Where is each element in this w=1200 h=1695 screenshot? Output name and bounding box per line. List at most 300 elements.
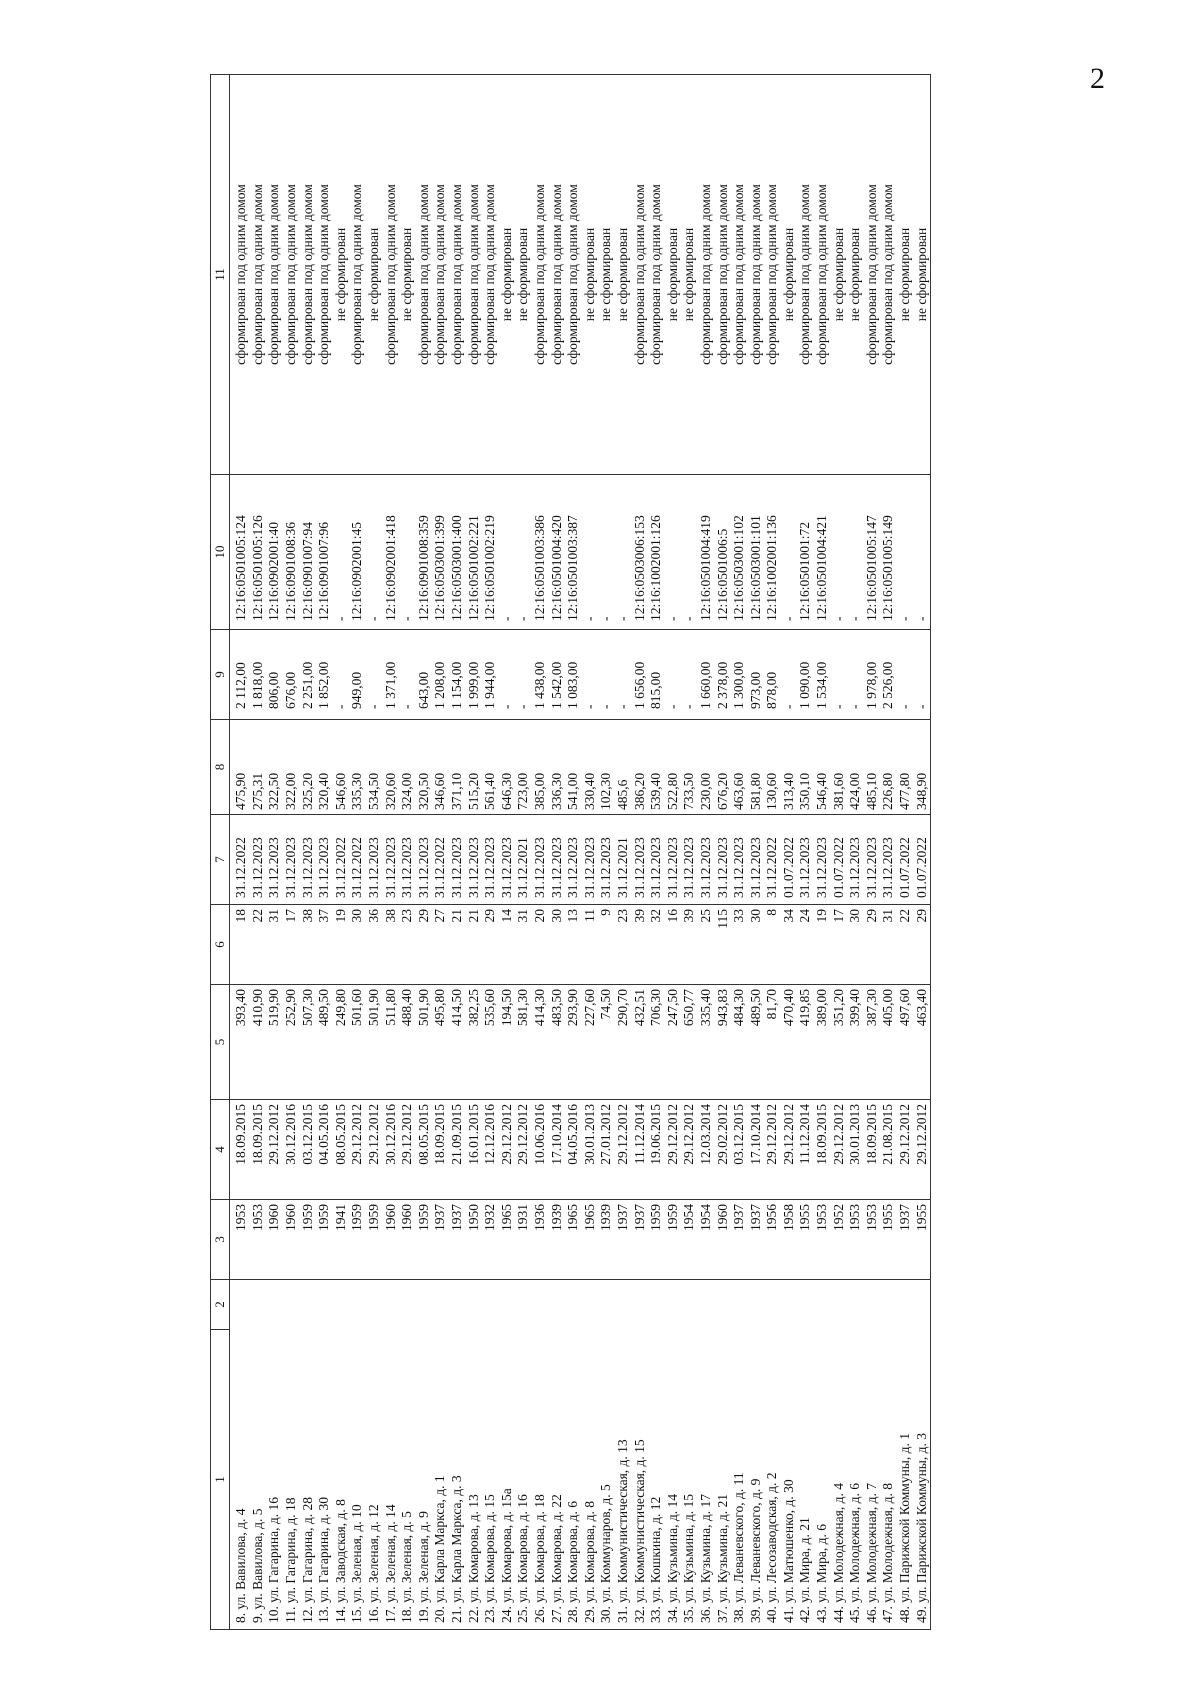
table-row <box>230 75 250 1630</box>
table-row <box>283 75 300 1630</box>
table-cell: 17.10.2014 <box>548 1100 565 1200</box>
table-cell: 38 <box>382 905 399 985</box>
header-cell: 4 <box>211 1100 230 1200</box>
table-cell: 322,00 <box>283 720 300 815</box>
table-cell: 489,50 <box>747 985 764 1100</box>
address-cell: 12. ул. Гагарина, д. 28 <box>299 1280 316 1630</box>
table-body <box>230 75 931 1630</box>
table-cell: 12:16:1002001:136 <box>764 475 781 630</box>
table-row <box>864 75 881 1630</box>
table-cell: сформирован под одним домом <box>747 75 764 475</box>
table-cell: 1 660,00 <box>698 630 715 720</box>
table-cell: - <box>499 475 516 630</box>
table-cell: 01.07.2022 <box>913 815 930 905</box>
address-cell: 48. ул. Парижской Коммуны, д. 1 <box>897 1280 914 1630</box>
table-cell: 546,60 <box>333 720 350 815</box>
table-cell: 346,60 <box>432 720 449 815</box>
table-cell: 1955 <box>797 1200 814 1280</box>
table-cell: 1 090,00 <box>797 630 814 720</box>
table-cell: 350,10 <box>797 720 814 815</box>
table-cell: сформирован под одним домом <box>316 75 333 475</box>
table-cell: 29.12.2012 <box>781 1100 798 1200</box>
table-cell: - <box>897 630 914 720</box>
table-cell: 1937 <box>747 1200 764 1280</box>
table-cell: 10.06.2016 <box>532 1100 549 1200</box>
table-cell: 12:16:0503001:101 <box>747 475 764 630</box>
table-cell: сформирован под одним домом <box>797 75 814 475</box>
table-row <box>465 75 482 1630</box>
table-row <box>598 75 615 1630</box>
table-cell: 31.12.2023 <box>731 815 748 905</box>
table-cell: 12:16:0503001:399 <box>432 475 449 630</box>
table-cell: 29.12.2012 <box>499 1100 516 1200</box>
table-cell: 1954 <box>681 1200 698 1280</box>
table-cell: 1941 <box>333 1200 350 1280</box>
table-cell: 414,30 <box>532 985 549 1100</box>
table-row <box>731 75 748 1630</box>
table-cell: сформирован под одним домом <box>349 75 366 475</box>
address-cell: 23. ул. Комарова, д. 15 <box>482 1280 499 1630</box>
table-cell: 31.12.2023 <box>548 815 565 905</box>
table-cell: 1960 <box>399 1200 416 1280</box>
table-cell: не сформирован <box>664 75 681 475</box>
table-cell: 419,85 <box>797 985 814 1100</box>
header-cell: 3 <box>211 1200 230 1280</box>
table-cell: не сформирован <box>333 75 350 475</box>
table-cell: 19 <box>333 905 350 985</box>
table-cell: 12:16:0501005:149 <box>880 475 897 630</box>
table-cell: сформирован под одним домом <box>482 75 499 475</box>
table-cell: 249,80 <box>333 985 350 1100</box>
table-cell: 16.01.2015 <box>465 1100 482 1200</box>
table-cell: 12:16:0902001:40 <box>266 475 283 630</box>
table-cell: сформирован под одним домом <box>880 75 897 475</box>
table-cell: 29.12.2012 <box>515 1100 532 1200</box>
table-cell: 1936 <box>532 1200 549 1280</box>
address-cell: 46. ул. Молодежная, д. 7 <box>864 1280 881 1630</box>
table-cell: 31.12.2023 <box>880 815 897 905</box>
table-cell: 1955 <box>880 1200 897 1280</box>
address-cell: 22. ул. Комарова, д. 13 <box>465 1280 482 1630</box>
table-cell: 325,20 <box>299 720 316 815</box>
table-cell: 1953 <box>847 1200 864 1280</box>
table-cell: сформирован под одним домом <box>432 75 449 475</box>
table-cell: 27 <box>432 905 449 985</box>
table-cell: 1958 <box>781 1200 798 1280</box>
table-cell: 1 978,00 <box>864 630 881 720</box>
table-cell: 371,10 <box>449 720 466 815</box>
address-cell: 14. ул. Заводская, д. 8 <box>333 1280 350 1630</box>
table-cell: 21 <box>449 905 466 985</box>
table-cell: 12:16:0901007:94 <box>299 475 316 630</box>
address-cell: 45. ул. Молодежная, д. 6 <box>847 1280 864 1630</box>
address-cell: 9. ул. Вавилова, д. 5 <box>250 1280 267 1630</box>
table-cell: 483,50 <box>548 985 565 1100</box>
table-cell: 1960 <box>382 1200 399 1280</box>
address-cell: 8. ул. Вавилова, д. 4 <box>230 1280 250 1630</box>
table-row <box>482 75 499 1630</box>
table-cell: 485,6 <box>615 720 632 815</box>
table-cell: 01.07.2022 <box>781 815 798 905</box>
table-cell: 539,40 <box>648 720 665 815</box>
table-cell: 30.01.2013 <box>581 1100 598 1200</box>
table-cell: 252,90 <box>283 985 300 1100</box>
table-cell: 19 <box>814 905 831 985</box>
table-cell: 1950 <box>465 1200 482 1280</box>
table-cell: 12:16:0501004:420 <box>548 475 565 630</box>
table-cell: 11 <box>581 905 598 985</box>
table-cell: - <box>499 630 516 720</box>
table-cell: 30 <box>847 905 864 985</box>
table-cell: 393,40 <box>230 985 250 1100</box>
table-cell: 31.12.2023 <box>648 815 665 905</box>
table-cell: 03.12.2015 <box>731 1100 748 1200</box>
table-cell: 29.12.2012 <box>266 1100 283 1200</box>
table-cell: 29.12.2012 <box>830 1100 847 1200</box>
table-cell: 22 <box>250 905 267 985</box>
table-cell: 484,30 <box>731 985 748 1100</box>
table-cell: 1 208,00 <box>432 630 449 720</box>
table-cell: - <box>581 475 598 630</box>
address-cell: 16. ул. Зеленая, д. 12 <box>366 1280 383 1630</box>
table-row <box>797 75 814 1630</box>
table-cell: 16 <box>664 905 681 985</box>
table-cell: 507,30 <box>299 985 316 1100</box>
table-cell: 21.09.2015 <box>449 1100 466 1200</box>
address-cell: 42. ул. Мира, д. 21 <box>797 1280 814 1630</box>
table-cell: сформирован под одним домом <box>382 75 399 475</box>
table-row <box>764 75 781 1630</box>
table-cell: 489,50 <box>316 985 333 1100</box>
table-row <box>432 75 449 1630</box>
table-cell: не сформирован <box>515 75 532 475</box>
table-cell: 29.12.2012 <box>615 1100 632 1200</box>
table-cell: не сформирован <box>913 75 930 475</box>
table-cell: - <box>847 630 864 720</box>
address-cell: 19. ул. Зеленая, д. 9 <box>416 1280 433 1630</box>
table-cell: 12.12.2016 <box>482 1100 499 1200</box>
table-cell: 2 112,00 <box>230 630 250 720</box>
table-cell: 488,40 <box>399 985 416 1100</box>
table-cell: 38 <box>299 905 316 985</box>
table-row <box>747 75 764 1630</box>
table-cell: 226,80 <box>880 720 897 815</box>
table-cell: 31.12.2022 <box>432 815 449 905</box>
table-cell: 2 251,00 <box>299 630 316 720</box>
table-cell: 31.12.2023 <box>581 815 598 905</box>
table-cell: 1959 <box>299 1200 316 1280</box>
address-cell: 34. ул. Кузьмина, д. 14 <box>664 1280 681 1630</box>
address-cell: 41. ул. Матюшенко, д. 30 <box>781 1280 798 1630</box>
table-cell: 31 <box>515 905 532 985</box>
table-cell: 194,50 <box>499 985 516 1100</box>
table-row <box>333 75 350 1630</box>
table-row <box>615 75 632 1630</box>
table-cell: - <box>681 475 698 630</box>
address-cell: 40. ул. Лесозаводская, д. 2 <box>764 1280 781 1630</box>
table-cell: 12:16:0501004:421 <box>814 475 831 630</box>
table-row <box>565 75 582 1630</box>
table-cell: 943,83 <box>714 985 731 1100</box>
table-cell: 18.09.2015 <box>250 1100 267 1200</box>
table-cell: 385,00 <box>532 720 549 815</box>
address-cell: 29. ул. Комарова, д. 8 <box>581 1280 598 1630</box>
table-cell: 29 <box>913 905 930 985</box>
table-cell: не сформирован <box>897 75 914 475</box>
table-row <box>648 75 665 1630</box>
header-cell: 1 <box>211 1330 230 1630</box>
table-cell: 12:16:0501005:126 <box>250 475 267 630</box>
address-cell: 11. ул. Гагарина, д. 18 <box>283 1280 300 1630</box>
table-cell: 1 818,00 <box>250 630 267 720</box>
table-cell: 74,50 <box>598 985 615 1100</box>
table-cell: 1954 <box>698 1200 715 1280</box>
table-row <box>913 75 930 1630</box>
address-cell: 33. ул. Кошкина, д. 12 <box>648 1280 665 1630</box>
table-cell: 31.12.2023 <box>266 815 283 905</box>
table-cell: 18.09.2015 <box>864 1100 881 1200</box>
table-cell: 30 <box>548 905 565 985</box>
table-cell: - <box>781 475 798 630</box>
table-cell: 36 <box>366 905 383 985</box>
table-cell: 387,30 <box>864 985 881 1100</box>
table-cell: - <box>681 630 698 720</box>
header-cell: 6 <box>211 905 230 985</box>
table-cell: сформирован под одним домом <box>764 75 781 475</box>
table-cell: 30.12.2016 <box>382 1100 399 1200</box>
table-cell: 1 656,00 <box>631 630 648 720</box>
table-cell: 12:16:0501005:147 <box>864 475 881 630</box>
table-cell: 31.12.2023 <box>714 815 731 905</box>
address-cell: 24. ул. Комарова, д. 15а <box>499 1280 516 1630</box>
address-cell: 15. ул. Зеленая, д. 10 <box>349 1280 366 1630</box>
table-cell: 13 <box>565 905 582 985</box>
table-cell: 29.12.2012 <box>764 1100 781 1200</box>
table-cell: сформирован под одним домом <box>548 75 565 475</box>
table-cell: 1 999,00 <box>465 630 482 720</box>
table-cell: 31.12.2023 <box>797 815 814 905</box>
address-cell: 26. ул. Комарова, д. 18 <box>532 1280 549 1630</box>
table-cell: 39 <box>681 905 698 985</box>
table-cell: - <box>897 475 914 630</box>
address-cell: 44. ул. Молодежная, д. 4 <box>830 1280 847 1630</box>
table-cell: - <box>399 475 416 630</box>
table-cell: 30 <box>349 905 366 985</box>
table-cell: сформирован под одним домом <box>250 75 267 475</box>
table-cell: 1932 <box>482 1200 499 1280</box>
table-cell: 336,30 <box>548 720 565 815</box>
table-cell: - <box>664 475 681 630</box>
table-cell: 1953 <box>250 1200 267 1280</box>
table-cell: не сформирован <box>499 75 516 475</box>
table-cell: 546,40 <box>814 720 831 815</box>
table-cell: 1 300,00 <box>731 630 748 720</box>
table-cell: 29.12.2012 <box>913 1100 930 1200</box>
table-cell: 18 <box>230 905 250 985</box>
table-cell: 1952 <box>830 1200 847 1280</box>
table-row <box>366 75 383 1630</box>
table-cell: 31.12.2023 <box>399 815 416 905</box>
table-cell: 31.12.2023 <box>449 815 466 905</box>
table-cell: 12:16:0501003:386 <box>532 475 549 630</box>
table-cell: 81,70 <box>764 985 781 1100</box>
table-cell: 561,40 <box>482 720 499 815</box>
table-cell: 581,80 <box>747 720 764 815</box>
table-cell: сформирован под одним домом <box>532 75 549 475</box>
table-cell: сформирован под одним домом <box>283 75 300 475</box>
header-cell: 9 <box>211 630 230 720</box>
table-cell: 31.12.2023 <box>698 815 715 905</box>
table-row <box>581 75 598 1630</box>
table-cell: 17.10.2014 <box>747 1100 764 1200</box>
table-cell: 04.05.2016 <box>316 1100 333 1200</box>
address-cell: 25. ул. Комарова, д. 16 <box>515 1280 532 1630</box>
table-cell: не сформирован <box>781 75 798 475</box>
address-cell: 27. ул. Комарова, д. 22 <box>548 1280 565 1630</box>
table-cell: 485,10 <box>864 720 881 815</box>
address-cell: 10. ул. Гагарина, д. 16 <box>266 1280 283 1630</box>
address-cell: 32. ул. Коммунистическая, д. 15 <box>631 1280 648 1630</box>
table-cell: 01.07.2022 <box>897 815 914 905</box>
table-cell: 12:16:0501003:387 <box>565 475 582 630</box>
address-cell: 43. ул. Мира, д. 6 <box>814 1280 831 1630</box>
table-cell: 33 <box>731 905 748 985</box>
table-cell: 31.12.2023 <box>283 815 300 905</box>
table-cell: 1937 <box>615 1200 632 1280</box>
address-cell: 37. ул. Кузьмина, д. 21 <box>714 1280 731 1630</box>
table-cell: 115 <box>714 905 731 985</box>
table-cell: - <box>598 475 615 630</box>
table-cell: 290,70 <box>615 985 632 1100</box>
table-cell: 31.12.2023 <box>366 815 383 905</box>
table-cell: 424,00 <box>847 720 864 815</box>
table-row <box>548 75 565 1630</box>
table-cell: 12:16:0902001:45 <box>349 475 366 630</box>
table-cell: 25 <box>698 905 715 985</box>
table-cell: 39 <box>631 905 648 985</box>
address-cell: 38. ул. Леваневского, д. 11 <box>731 1280 748 1630</box>
table-row <box>880 75 897 1630</box>
address-cell: 30. ул. Коммунаров, д. 5 <box>598 1280 615 1630</box>
table-cell: 29 <box>482 905 499 985</box>
table-row <box>399 75 416 1630</box>
table-cell: 650,77 <box>681 985 698 1100</box>
table-cell: 382,25 <box>465 985 482 1100</box>
table-cell: 130,60 <box>764 720 781 815</box>
table-cell: 501,90 <box>416 985 433 1100</box>
address-cell: 36. ул. Кузьмина, д. 17 <box>698 1280 715 1630</box>
table-cell: 495,80 <box>432 985 449 1100</box>
table-cell: 1937 <box>432 1200 449 1280</box>
header-cell: 7 <box>211 815 230 905</box>
table-cell: 1953 <box>814 1200 831 1280</box>
table-cell: 31.12.2022 <box>230 815 250 905</box>
address-cell: 18. ул. Зеленая, д. 5 <box>399 1280 416 1630</box>
address-cell: 47. ул. Молодежная, д. 8 <box>880 1280 897 1630</box>
table-cell: 31.12.2023 <box>382 815 399 905</box>
table-cell: 247,50 <box>664 985 681 1100</box>
table-cell: 29.12.2012 <box>399 1100 416 1200</box>
table-cell: не сформирован <box>598 75 615 475</box>
table-cell: 29.12.2012 <box>366 1100 383 1200</box>
table-cell: 2 378,00 <box>714 630 731 720</box>
table-cell: 34 <box>781 905 798 985</box>
table-row <box>631 75 648 1630</box>
table-cell: 31.12.2023 <box>416 815 433 905</box>
table-row <box>316 75 333 1630</box>
table-cell: 102,30 <box>598 720 615 815</box>
table-cell: 1931 <box>515 1200 532 1280</box>
address-cell: 17. ул. Зеленая, д. 14 <box>382 1280 399 1630</box>
table-cell: 1 438,00 <box>532 630 549 720</box>
table-cell: 1960 <box>283 1200 300 1280</box>
table-cell: 31.12.2023 <box>316 815 333 905</box>
table-cell: 18.09.2015 <box>432 1100 449 1200</box>
table-cell: 19.06.2015 <box>648 1100 665 1200</box>
table-cell: 414,50 <box>449 985 466 1100</box>
table-cell: 29.02.2012 <box>714 1100 731 1200</box>
table-cell: 1959 <box>664 1200 681 1280</box>
table-row <box>416 75 433 1630</box>
table-cell: - <box>615 630 632 720</box>
table-cell: 30.12.2016 <box>283 1100 300 1200</box>
table-cell: сформирован под одним домом <box>698 75 715 475</box>
table-cell: 12:16:0501002:221 <box>465 475 482 630</box>
table-cell: 1959 <box>366 1200 383 1280</box>
table-row <box>515 75 532 1630</box>
table-cell: 1965 <box>581 1200 598 1280</box>
table-cell: 351,20 <box>830 985 847 1100</box>
table-cell: не сформирован <box>830 75 847 475</box>
table-cell: сформирован под одним домом <box>465 75 482 475</box>
table-cell: 31 <box>880 905 897 985</box>
table-cell: 03.12.2015 <box>299 1100 316 1200</box>
table-cell: 1965 <box>499 1200 516 1280</box>
table-cell: 31.12.2023 <box>250 815 267 905</box>
table-cell: - <box>581 630 598 720</box>
table-cell: 12:16:0501006:5 <box>714 475 731 630</box>
table-cell: 973,00 <box>747 630 764 720</box>
table-cell: - <box>847 475 864 630</box>
table-cell: 399,40 <box>847 985 864 1100</box>
table-cell: 31.12.2023 <box>299 815 316 905</box>
table-row <box>814 75 831 1630</box>
table-cell: 519,90 <box>266 985 283 1100</box>
header-cell: 11 <box>211 75 230 475</box>
table-cell: не сформирован <box>366 75 383 475</box>
table-row <box>532 75 549 1630</box>
table-cell: 32 <box>648 905 665 985</box>
table-cell: 31.12.2023 <box>499 815 516 905</box>
table-cell: - <box>781 630 798 720</box>
table-cell: - <box>913 475 930 630</box>
table-cell: 706,30 <box>648 985 665 1100</box>
table-cell: 2 526,00 <box>880 630 897 720</box>
table-cell: 335,30 <box>349 720 366 815</box>
table-cell: 04.05.2016 <box>565 1100 582 1200</box>
table-cell: 1959 <box>648 1200 665 1280</box>
table-cell: 1 852,00 <box>316 630 333 720</box>
address-cell: 31. ул. Коммунистическая, д. 13 <box>615 1280 632 1630</box>
table-cell: - <box>333 475 350 630</box>
table-cell: сформирован под одним домом <box>731 75 748 475</box>
table-cell: 1939 <box>548 1200 565 1280</box>
table-cell: 29 <box>416 905 433 985</box>
address-cell: 28. ул. Комарова, д. 6 <box>565 1280 582 1630</box>
table-cell: 275,31 <box>250 720 267 815</box>
table-cell: 12:16:0902001:418 <box>382 475 399 630</box>
table-cell: 12:16:0901008:36 <box>283 475 300 630</box>
